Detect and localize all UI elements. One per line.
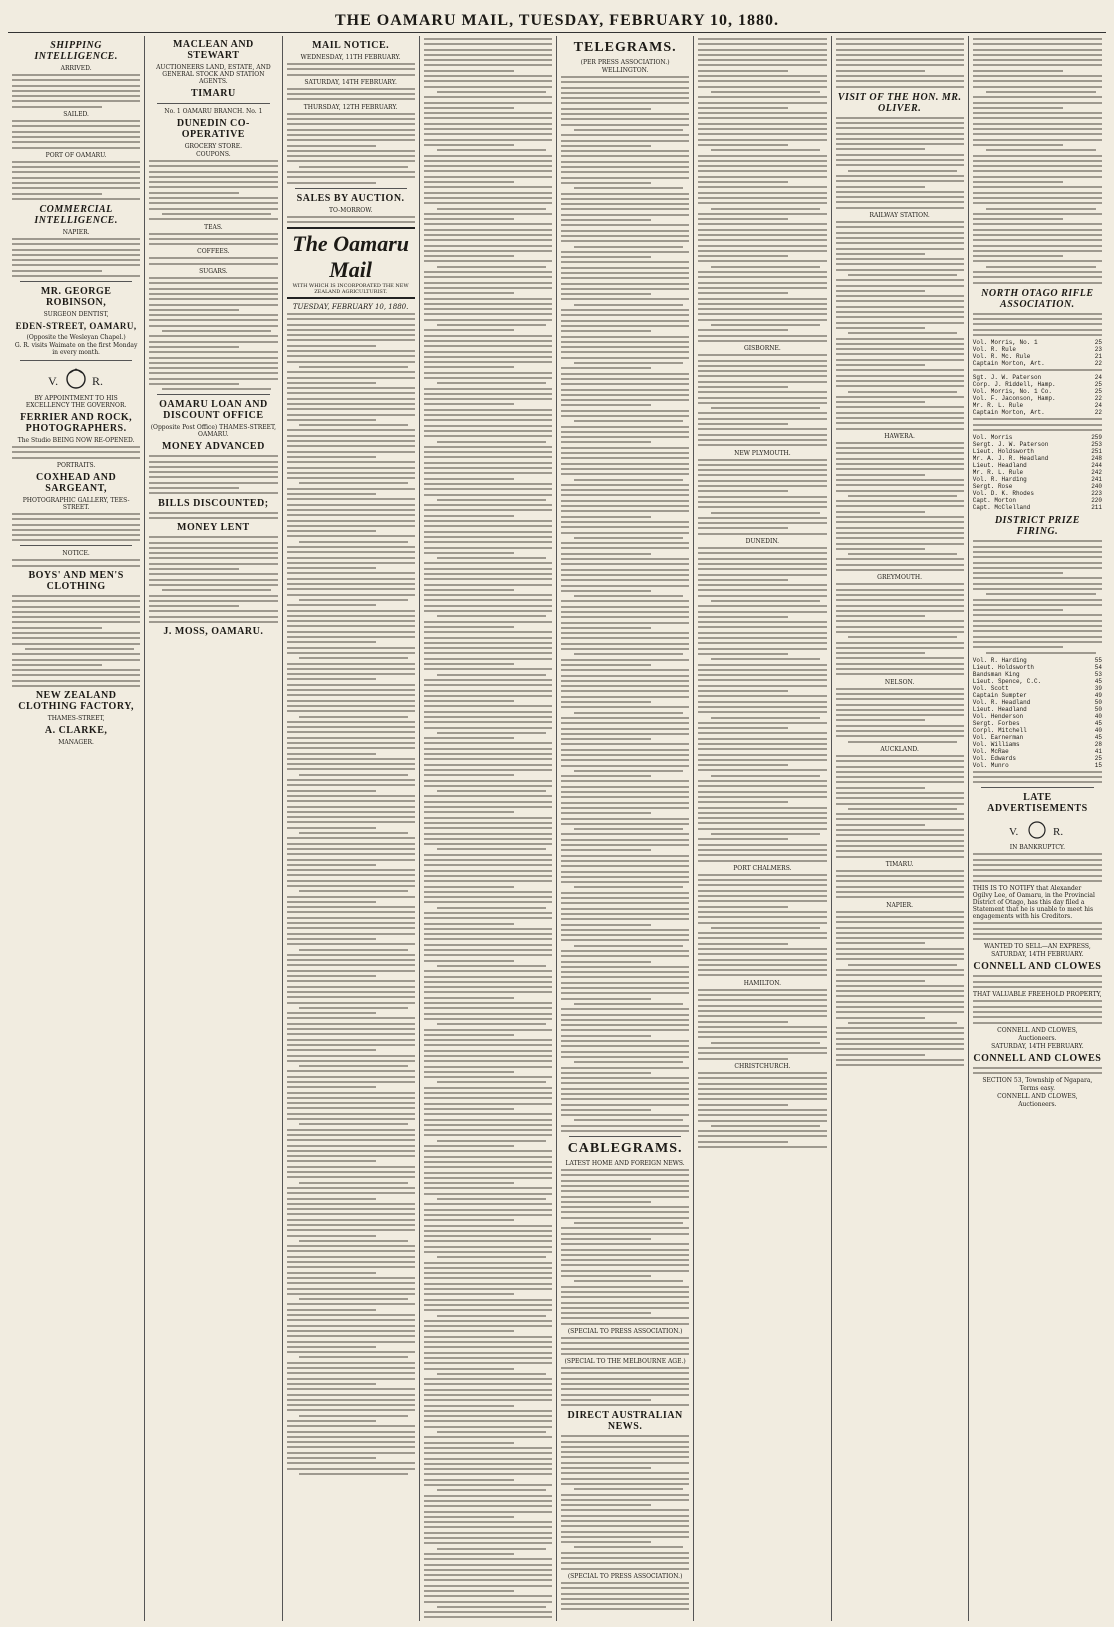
- editorial-text: [287, 313, 415, 1475]
- divider: [295, 188, 407, 189]
- competitor-score: 22: [1094, 409, 1102, 417]
- article-text: [973, 313, 1102, 336]
- ad-text: [973, 975, 1102, 988]
- article-text: [973, 540, 1102, 653]
- telegram-text: [561, 76, 689, 1132]
- divider: [157, 103, 269, 104]
- score-row: [973, 388, 1102, 395]
- score-row: [973, 720, 1102, 727]
- competitor-name: Captain Morton, Art.: [972, 360, 1045, 368]
- divider: [157, 394, 269, 395]
- svg-text:V.: V.: [48, 374, 59, 389]
- competitor-name: Vol. Henderson: [972, 712, 1024, 720]
- dentist-address: EDEN-STREET, OAMARU,: [15, 321, 137, 332]
- score-row: [973, 657, 1102, 664]
- dentist-visits: G. R. visits Waimate on the first Monday in every month.: [14, 342, 138, 357]
- coxhead-sub: PHOTOGRAPHIC GALLERY, TEES-STREET.: [22, 496, 130, 511]
- article-text: [836, 688, 964, 743]
- telegrams-heading: TELEGRAMS.: [573, 40, 677, 55]
- svg-text:R.: R.: [92, 374, 104, 389]
- greymouth-heading: GREYMOUTH.: [877, 574, 923, 582]
- money-lent: MONEY LENT: [177, 522, 250, 534]
- article-text: [12, 161, 140, 200]
- competitor-score: 25: [1094, 381, 1102, 389]
- article-text: [12, 238, 140, 277]
- competitor-name: Vol. R. Harding: [972, 476, 1027, 484]
- competitor-name: Lieut. Headland: [972, 705, 1027, 713]
- telegram-text: [698, 989, 826, 1060]
- factory-street: THAMES-STREET,: [47, 715, 105, 723]
- cable-text: [561, 1337, 689, 1355]
- dunedin-heading: DUNEDIN.: [745, 538, 780, 546]
- article-text: [836, 221, 964, 430]
- coupons-label: COUPONS.: [196, 151, 231, 158]
- mail-date-3: THURSDAY, 12TH FEBRUARY.: [303, 103, 398, 111]
- ad-text: [12, 513, 140, 541]
- ad-text: [149, 257, 277, 264]
- competitor-name: Bandsman King: [972, 670, 1020, 678]
- score-row: [973, 734, 1102, 741]
- hawera-heading: HAWERA.: [884, 432, 915, 440]
- competitor-score: 259: [1091, 434, 1102, 442]
- score-row: [973, 699, 1102, 706]
- competitor-name: Vol. Williams: [972, 740, 1020, 748]
- dentist-location: (Opposite the Wesleyan Chapel.): [26, 334, 126, 342]
- svg-text:V.: V.: [1009, 826, 1019, 839]
- competitor-name: Vol. Morris, No. 1: [972, 339, 1038, 347]
- ferrier-sub: The Studio BEING NOW RE-OPENED.: [17, 437, 135, 445]
- article-text: [12, 120, 140, 148]
- score-row: [973, 462, 1102, 469]
- notice-text: [287, 63, 415, 76]
- competitor-name: Sergt. Forbes: [972, 719, 1020, 727]
- article-text: [12, 74, 140, 108]
- late-ads-heading: LATE ADVERTISEMENTS: [987, 792, 1088, 815]
- score-row: [973, 727, 1102, 734]
- competitor-name: Vol. R. Mc. Rule: [972, 353, 1031, 361]
- competitor-score: 22: [1094, 360, 1102, 368]
- latest-news: LATEST HOME AND FOREIGN NEWS.: [565, 1160, 685, 1168]
- competitor-score: 25: [1094, 339, 1102, 347]
- bankruptcy-heading: IN BANKRUPTCY.: [1009, 844, 1066, 852]
- moss-signature: J. MOSS, OAMARU.: [163, 626, 264, 638]
- nelson-heading: NELSON.: [884, 678, 915, 686]
- branch-label: No. 1 OAMARU BRANCH. No. 1: [164, 108, 263, 115]
- competitor-name: Vol. R. Harding: [972, 656, 1027, 664]
- article-text: [973, 418, 1102, 431]
- district-prize-heading: DISTRICT PRIZE FIRING.: [994, 515, 1080, 538]
- competitor-score: 24: [1094, 374, 1102, 382]
- competitor-score: 253: [1091, 441, 1102, 449]
- prize-scores-table: [973, 434, 1102, 511]
- ad-text: [973, 853, 1102, 881]
- competitor-name: Mr. A. J. R. Headland: [972, 455, 1049, 463]
- score-row: [973, 504, 1102, 511]
- column-8: [969, 36, 1106, 1621]
- loan-title: OAMARU LOAN AND DISCOUNT OFFICE: [159, 399, 268, 422]
- competitor-name: Vol. R. Rule: [972, 346, 1016, 354]
- competitor-name: Capt. Morton: [972, 497, 1016, 505]
- ad-text: [149, 536, 277, 623]
- ferrier-title: FERRIER AND ROCK, PHOTOGRAPHERS.: [20, 412, 133, 435]
- oliver-visit-heading: VISIT OF THE HON. MR. OLIVER.: [837, 91, 962, 114]
- competitor-name: Captain Morton, Art.: [972, 409, 1045, 417]
- arrived-heading: ARRIVED.: [60, 65, 92, 72]
- ad-text: [12, 559, 140, 566]
- competitor-name: Lieut. Headland: [972, 462, 1027, 470]
- score-row: [973, 692, 1102, 699]
- score-row: [973, 483, 1102, 490]
- wanted-ad: WANTED TO SELL—AN EXPRESS,: [984, 943, 1091, 951]
- auctioneers-label: Auctioneers.: [1018, 1034, 1057, 1042]
- editorial-dateline: TUESDAY, FEBRUARY 10, 1880.: [292, 302, 409, 311]
- competitor-score: 25: [1094, 754, 1102, 762]
- score-row: [973, 434, 1102, 441]
- mail-date-2: SATURDAY, 14TH FEBRUARY.: [304, 78, 397, 86]
- bankruptcy-notice: THIS IS TO NOTIFY that Alexander Ogilvy Lee, of Oamaru, in the Provincial District of Otago, has this day filed a Statement that he is unable to meet his engagements with his Creditors.: [972, 885, 1095, 921]
- score-row: [973, 346, 1102, 353]
- svg-text:R.: R.: [1053, 826, 1064, 839]
- australian-heading: DIRECT AUSTRALIAN NEWS.: [567, 1410, 683, 1433]
- competitor-name: Vol. F. Jaconson, Hamp.: [972, 395, 1056, 403]
- divider: [569, 1136, 681, 1137]
- auctioneers-label-2: Auctioneers.: [1018, 1101, 1057, 1109]
- royal-crest-icon: [46, 365, 106, 391]
- competitor-name: Vol. Munro: [972, 761, 1009, 769]
- article-text: [836, 442, 964, 571]
- port-chalmers-heading: PORT CHALMERS.: [733, 864, 792, 872]
- special-press-1: (SPECIAL TO PRESS ASSOCIATION.): [567, 1327, 683, 1335]
- competitor-score: 41: [1094, 747, 1102, 755]
- sailed-heading: SAILED.: [63, 111, 89, 119]
- competitor-score: 211: [1091, 504, 1102, 512]
- ad-text: [12, 595, 140, 687]
- maclean-title: MACLEAN AND STEWART: [172, 39, 254, 61]
- competitor-score: 220: [1091, 497, 1102, 505]
- score-row: [973, 706, 1102, 713]
- notice-text: [287, 88, 415, 101]
- sales-heading: SALES BY AUCTION.: [296, 192, 405, 204]
- top-rule: [8, 32, 1106, 33]
- article-text: [973, 771, 1102, 784]
- competitor-score: 40: [1094, 712, 1102, 720]
- mail-date-1: WEDNESDAY, 11TH FEBRUARY.: [300, 54, 401, 61]
- royal-crest-icon: [1007, 818, 1067, 840]
- cable-text: [561, 1169, 689, 1325]
- competitor-name: Lieut. Holdsworth: [972, 448, 1034, 456]
- valuable-property: THAT VALUABLE FREEHOLD PROPERTY,: [973, 991, 1102, 999]
- competitor-score: 53: [1094, 670, 1102, 678]
- competitor-score: 15: [1094, 761, 1102, 769]
- competitor-name: Vol. Morris: [972, 434, 1013, 442]
- coxhead-title: COXHEAD AND SARGEANT,: [36, 471, 117, 494]
- special-melbourne: (SPECIAL TO THE MELBOURNE AGE.): [564, 1358, 686, 1366]
- company-scores-table: [973, 657, 1102, 769]
- christchurch-heading: CHRISTCHURCH.: [734, 1062, 791, 1070]
- rifle-association-heading: NORTH OTAGO RIFLE ASSOCIATION.: [981, 287, 1094, 310]
- competitor-score: 25: [1094, 388, 1102, 396]
- divider: [20, 545, 132, 546]
- score-row: [973, 381, 1102, 388]
- competitor-score: 45: [1094, 719, 1102, 727]
- logo-name: The Oamaru Mail: [292, 230, 409, 282]
- competitor-name: Sergt. J. W. Paterson: [972, 441, 1049, 449]
- competitor-name: Vol. D. K. Rhodes: [972, 490, 1034, 498]
- competitor-score: 240: [1091, 483, 1102, 491]
- bills-title: BILLS DISCOUNTED;: [158, 497, 269, 509]
- competitor-score: 24: [1094, 402, 1102, 410]
- rifle-scores-table-2: [973, 374, 1102, 416]
- competitor-name: Lieut. Holdsworth: [972, 663, 1034, 671]
- special-press-2: (SPECIAL TO PRESS ASSOCIATION.): [567, 1572, 683, 1580]
- article-text: [836, 583, 964, 675]
- article-text: [836, 755, 964, 858]
- competitor-score: 244: [1091, 462, 1102, 470]
- teas-label: TEAS.: [204, 223, 223, 231]
- score-row: [973, 755, 1102, 762]
- competitor-score: 22: [1094, 395, 1102, 403]
- article-text: [973, 369, 1102, 371]
- score-row: [973, 339, 1102, 346]
- competitor-name: Capt. McClelland: [972, 504, 1031, 512]
- timaru-heading: TIMARU.: [885, 860, 914, 868]
- ad-text: [149, 233, 277, 246]
- competitor-score: 45: [1094, 677, 1102, 685]
- score-row: [973, 741, 1102, 748]
- competitor-name: Vol. Edwards: [972, 754, 1016, 762]
- shipping-heading: SHIPPING INTELLIGENCE.: [34, 40, 118, 62]
- ad-text: [973, 922, 1102, 940]
- competitor-score: 241: [1091, 476, 1102, 484]
- competitor-score: 39: [1094, 684, 1102, 692]
- hamilton-heading: HAMILTON.: [743, 979, 782, 987]
- telegrams-source: (PER PRESS ASSOCIATION.): [580, 59, 670, 66]
- article-text: [836, 911, 964, 1067]
- score-row: [973, 762, 1102, 769]
- score-row: [973, 441, 1102, 448]
- score-row: [973, 678, 1102, 685]
- score-row: [973, 748, 1102, 755]
- article-text: [836, 38, 964, 88]
- competitor-score: 55: [1094, 656, 1102, 664]
- cable-text: [561, 1367, 689, 1406]
- notice-heading: NOTICE.: [62, 550, 90, 558]
- competitor-score: 21: [1094, 353, 1102, 361]
- divider: [20, 281, 132, 282]
- dunedin-title: DUNEDIN CO-OPERATIVE: [176, 118, 250, 140]
- masthead-title: THE OAMARU MAIL, TUESDAY, FEBRUARY 10, 1880.: [334, 12, 780, 29]
- competitor-name: Vol. Earnerman: [972, 733, 1024, 741]
- ad-text: [149, 160, 277, 220]
- appointment-text: BY APPOINTMENT TO HIS EXCELLENCY THE GOVERNOR.: [25, 395, 127, 410]
- competitor-score: 40: [1094, 726, 1102, 734]
- gisborne-heading: GISBORNE.: [743, 345, 781, 353]
- coffees-label: COFFEES.: [197, 248, 230, 256]
- column-5: [557, 36, 694, 1621]
- column-3: [283, 36, 420, 1621]
- competitor-score: 28: [1094, 740, 1102, 748]
- telegram-text: [698, 38, 826, 342]
- clarke-name: A. CLARKE,: [44, 725, 108, 737]
- maclean-sub: AUCTIONEERS LAND, ESTATE, AND GENERAL STOCK AND STATION AGENTS.: [156, 64, 271, 85]
- ad-text: [973, 1067, 1102, 1074]
- score-row: [973, 671, 1102, 678]
- score-row: [973, 409, 1102, 416]
- score-row: [973, 395, 1102, 402]
- dentist-title: MR. GEORGE ROBINSON,: [40, 286, 112, 309]
- dunedin-sub: GROCERY STORE.: [184, 143, 242, 150]
- mail-notice-heading: MAIL NOTICE.: [312, 40, 390, 51]
- telegram-text: [698, 874, 826, 977]
- newspaper-logo: [287, 227, 415, 299]
- competitor-name: Sgt. J. W. Paterson: [972, 374, 1042, 382]
- columns: [8, 36, 1106, 1621]
- connell-title: CONNELL AND CLOWES: [973, 961, 1102, 973]
- column-6: [694, 36, 831, 1621]
- score-row: [973, 402, 1102, 409]
- competitor-name: Mr. R. L. Rule: [972, 469, 1024, 477]
- score-row: [973, 685, 1102, 692]
- competitor-score: 242: [1091, 469, 1102, 477]
- column-2: [145, 36, 282, 1621]
- competitor-score: 45: [1094, 733, 1102, 741]
- section-text: SECTION 53, Township of Ngapara,: [982, 1077, 1093, 1085]
- commercial-heading: COMMERCIAL INTELLIGENCE.: [34, 203, 118, 226]
- competitor-score: 54: [1094, 663, 1102, 671]
- money-advanced: MONEY ADVANCED: [161, 441, 265, 453]
- auckland-heading: AUCKLAND.: [880, 745, 919, 753]
- rifle-scores-table: [973, 339, 1102, 367]
- editorial-text-continued: [424, 38, 552, 1621]
- sales-sub: TO-MORROW.: [329, 206, 373, 214]
- connell-signature-2: CONNELL AND CLOWES,: [997, 1093, 1078, 1101]
- score-row: [973, 664, 1102, 671]
- score-row: [973, 713, 1102, 720]
- logo-tagline: WITH WHICH IS INCORPORATED THE NEW ZEALAND AGRICULTURIST.: [292, 282, 409, 295]
- notice-text: [287, 216, 415, 223]
- competitor-name: Corpl. Mitchell: [972, 726, 1027, 734]
- divider: [20, 360, 132, 361]
- competitor-name: Vol. R. Headland: [972, 698, 1031, 706]
- ad-text: [149, 277, 277, 390]
- score-row: [973, 374, 1102, 381]
- saturday-date-2: SATURDAY, 14TH FEBRUARY.: [991, 1042, 1084, 1050]
- article-text: [836, 870, 964, 898]
- competitor-score: 50: [1094, 698, 1102, 706]
- competitor-score: 223: [1091, 490, 1102, 498]
- competitor-name: Vol. Morris, No. 1 Co.: [972, 388, 1052, 396]
- napier-heading: NAPIER.: [886, 901, 914, 909]
- masthead: [0, 0, 1114, 34]
- ad-text: [149, 512, 277, 519]
- wellington-heading: WELLINGTON.: [601, 67, 649, 74]
- ad-text: [12, 446, 140, 459]
- telegram-text: [698, 547, 826, 862]
- terms-text: Terms easy.: [1019, 1085, 1056, 1093]
- column-1: [8, 36, 145, 1621]
- column-4: [420, 36, 557, 1621]
- maclean-town: TIMARU: [191, 88, 236, 99]
- score-row: [973, 353, 1102, 360]
- column-7: [832, 36, 969, 1621]
- competitor-name: Lieut. Spence, C.C.: [972, 677, 1042, 685]
- new-plymouth-heading: NEW PLYMOUTH.: [734, 449, 791, 457]
- score-row: [973, 497, 1102, 504]
- railway-station-heading: RAILWAY STATION.: [869, 212, 930, 220]
- portraits-heading: PORTRAITS.: [56, 461, 96, 469]
- notice-text: [287, 113, 415, 184]
- score-row: [973, 476, 1102, 483]
- score-row: [973, 455, 1102, 462]
- competitor-name: Vol. Scott: [972, 684, 1009, 692]
- competitor-name: Vol. McRae: [972, 747, 1009, 755]
- connell-title-2: CONNELL AND CLOWES: [973, 1052, 1102, 1064]
- loan-sub: (Opposite Post Office) THAMES-STREET, OAMARU.: [150, 424, 277, 439]
- competitor-score: 251: [1091, 448, 1102, 456]
- telegram-text: [698, 354, 826, 446]
- ad-text: [149, 455, 277, 494]
- score-row: [973, 469, 1102, 476]
- competitor-name: Captain Sumpter: [972, 691, 1027, 699]
- score-row: [973, 360, 1102, 367]
- competitor-name: Sergt. Rose: [972, 483, 1013, 491]
- competitor-score: 248: [1091, 455, 1102, 463]
- divider: [981, 787, 1094, 788]
- score-row: [973, 448, 1102, 455]
- article-text: [973, 38, 1102, 284]
- clothing-title: BOYS' AND MEN'S CLOTHING: [28, 569, 124, 592]
- competitor-name: Corp. J. Riddell, Hamp.: [972, 381, 1056, 389]
- ad-text: [973, 1000, 1102, 1023]
- port-heading: PORT OF OAMARU.: [45, 151, 107, 159]
- cable-text: [561, 1435, 689, 1569]
- factory-title: NEW ZEALAND CLOTHING FACTORY,: [18, 690, 134, 713]
- cablegrams-heading: CABLEGRAMS.: [567, 1141, 683, 1157]
- napier-heading: NAPIER.: [62, 228, 90, 236]
- saturday-date: SATURDAY, 14TH FEBRUARY.: [991, 951, 1084, 959]
- cable-text: [561, 1582, 689, 1610]
- competitor-score: 49: [1094, 691, 1102, 699]
- telegram-text: [698, 459, 826, 535]
- connell-signature: CONNELL AND CLOWES,: [997, 1026, 1078, 1034]
- article-text: [836, 117, 964, 209]
- competitor-score: 50: [1094, 705, 1102, 713]
- dentist-sub: SURGEON DENTIST,: [43, 311, 109, 319]
- score-row: [973, 490, 1102, 497]
- telegram-text: [698, 1072, 826, 1148]
- competitor-score: 23: [1094, 346, 1102, 354]
- sugars-label: SUGARS.: [199, 268, 228, 276]
- clarke-role: MANAGER.: [58, 739, 94, 747]
- competitor-name: Mr. R. L. Rule: [972, 402, 1024, 410]
